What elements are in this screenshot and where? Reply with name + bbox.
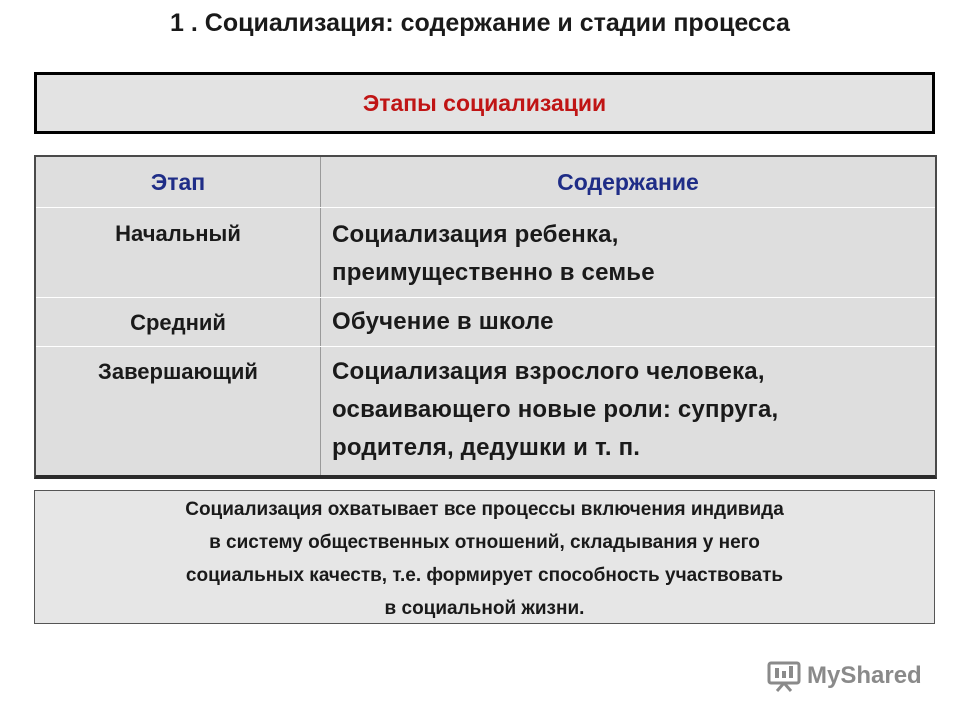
content-line: Социализация взрослого человека,	[332, 358, 765, 385]
stage-final: Завершающий	[98, 359, 258, 384]
content-line: преимущественно в семье	[332, 259, 655, 286]
column-divider	[320, 157, 321, 475]
definition-note	[34, 490, 935, 624]
content-initial	[332, 216, 932, 292]
page-title: 1 . Социализация: содержание и стадии процесса	[170, 9, 790, 37]
content-final	[332, 353, 932, 467]
banner-label: Этапы социализации	[362, 89, 607, 116]
section-banner	[34, 72, 935, 134]
row-divider	[36, 346, 935, 347]
note-line: в социальной жизни.	[384, 598, 585, 619]
note-line: Социализация охватывает все процессы включения индивида	[185, 499, 784, 520]
content-middle	[332, 303, 932, 341]
content-line: Социализация ребенка,	[332, 221, 619, 248]
row-divider	[36, 207, 935, 208]
brand-logo	[767, 656, 922, 696]
stage-initial: Начальный	[115, 221, 241, 246]
note-line: социальных качеств, т.е. формирует способность участвовать	[185, 565, 784, 586]
content-line: родителя, дедушки и т. п.	[332, 434, 641, 461]
row-divider	[36, 297, 935, 298]
presentation-board-icon	[767, 660, 801, 692]
content-line: Обучение в школе	[332, 308, 554, 335]
header-stage: Этап	[150, 169, 206, 195]
stages-table	[34, 155, 937, 479]
logo-text: MyShared	[807, 662, 922, 689]
content-line: осваивающего новые роли: супруга,	[332, 396, 779, 423]
stage-middle: Средний	[130, 310, 226, 335]
note-line: в систему общественных отношений, складывания у него	[209, 532, 760, 553]
header-content: Содержание	[557, 169, 699, 195]
